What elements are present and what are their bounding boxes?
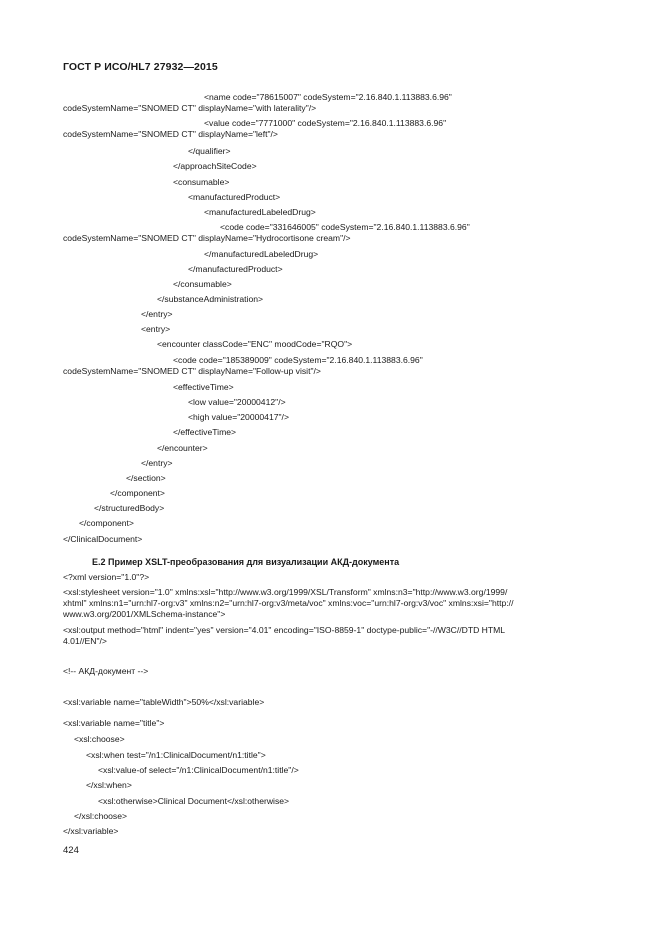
code-line: codeSystemName="SNOMED CT" displayName="with laterality"/>	[63, 103, 317, 113]
code-line: <effectiveTime>	[173, 382, 234, 392]
code-line: </component>	[79, 518, 134, 528]
code-line: <encounter classCode="ENC" moodCode="RQO">	[157, 339, 353, 349]
code-line: <xsl:when test="/n1:ClinicalDocument/n1:title">	[86, 750, 266, 760]
code-line: </xsl:when>	[86, 780, 132, 790]
code-line: </qualifier>	[188, 146, 231, 156]
code-line: </consumable>	[173, 279, 232, 289]
code-line: <low value="20000412"/>	[188, 397, 286, 407]
code-line: <manufacturedProduct>	[188, 192, 281, 202]
code-line: <xsl:value-of select="/n1:ClinicalDocument/n1:title"/>	[98, 765, 299, 775]
code-line: </entry>	[141, 309, 173, 319]
code-line: <!-- АКД-документ -->	[63, 666, 149, 676]
code-line: <xsl:stylesheet version="1.0" xmlns:xsl="http://www.w3.org/1999/XSL/Transform" xmlns:n3="http://www.w3.org/1999/	[63, 587, 508, 597]
code-line: <?xml version="1.0"?>	[63, 572, 150, 582]
code-line: <xsl:otherwise>Clinical Document</xsl:otherwise>	[98, 796, 290, 806]
code-line: </ClinicalDocument>	[63, 534, 143, 544]
code-line: <consumable>	[173, 177, 230, 187]
code-line: codeSystemName="SNOMED CT" displayName="Hydrocortisone cream"/>	[63, 233, 351, 243]
code-line: </entry>	[141, 458, 173, 468]
code-line: xhtml" xmlns:n1="urn:hl7-org:v3" xmlns:n2="urn:hl7-org:v3/meta/voc" xmlns:voc="urn:hl7-org:v3/voc" xmlns:xsi="http://	[63, 598, 514, 608]
code-line: <xsl:output method="html" indent="yes" version="4.01" encoding="ISO-8859-1" doctype-public="-//W3C//DTD HTML	[63, 625, 506, 635]
code-line: <name code="78615007" codeSystem="2.16.840.1.113883.6.96"	[204, 92, 452, 102]
code-line: codeSystemName="SNOMED CT" displayName="left"/>	[63, 129, 278, 139]
code-line: </approachSiteCode>	[173, 161, 257, 171]
code-line: <high value="20000417"/>	[188, 412, 289, 422]
code-line: </manufacturedLabeledDrug>	[204, 249, 319, 259]
code-line: </xsl:variable>	[63, 826, 119, 836]
code-line: <code code="185389009" codeSystem="2.16.840.1.113883.6.96"	[173, 355, 423, 365]
code-line: <entry>	[141, 324, 171, 334]
code-line: <value code="7771000" codeSystem="2.16.840.1.113883.6.96"	[204, 118, 447, 128]
code-line: </manufacturedProduct>	[188, 264, 283, 274]
code-line: </effectiveTime>	[173, 427, 237, 437]
document-header: ГОСТ Р ИСО/HL7 27932—2015	[63, 61, 218, 73]
code-line: codeSystemName="SNOMED CT" displayName="Follow-up visit"/>	[63, 366, 321, 376]
page-number: 424	[63, 845, 79, 856]
code-line: <xsl:variable name="title">	[63, 718, 165, 728]
code-line: <xsl:variable name="tableWidth">50%</xsl:variable>	[63, 697, 265, 707]
code-line: 4.01//EN"/>	[63, 636, 107, 646]
code-line: <xsl:choose>	[74, 734, 125, 744]
code-line: <manufacturedLabeledDrug>	[204, 207, 316, 217]
code-line: <code code="331646005" codeSystem="2.16.840.1.113883.6.96"	[220, 222, 470, 232]
code-line: </substanceAdministration>	[157, 294, 264, 304]
code-line: </component>	[110, 488, 165, 498]
code-line: </encounter>	[157, 443, 208, 453]
code-line: www.w3.org/2001/XMLSchema-instance">	[63, 609, 226, 619]
code-line: </structuredBody>	[94, 503, 165, 513]
code-line: </xsl:choose>	[74, 811, 128, 821]
code-line: </section>	[126, 473, 166, 483]
section-heading: Е.2 Пример XSLT-преобразования для визуализации АКД-документа	[92, 557, 400, 567]
